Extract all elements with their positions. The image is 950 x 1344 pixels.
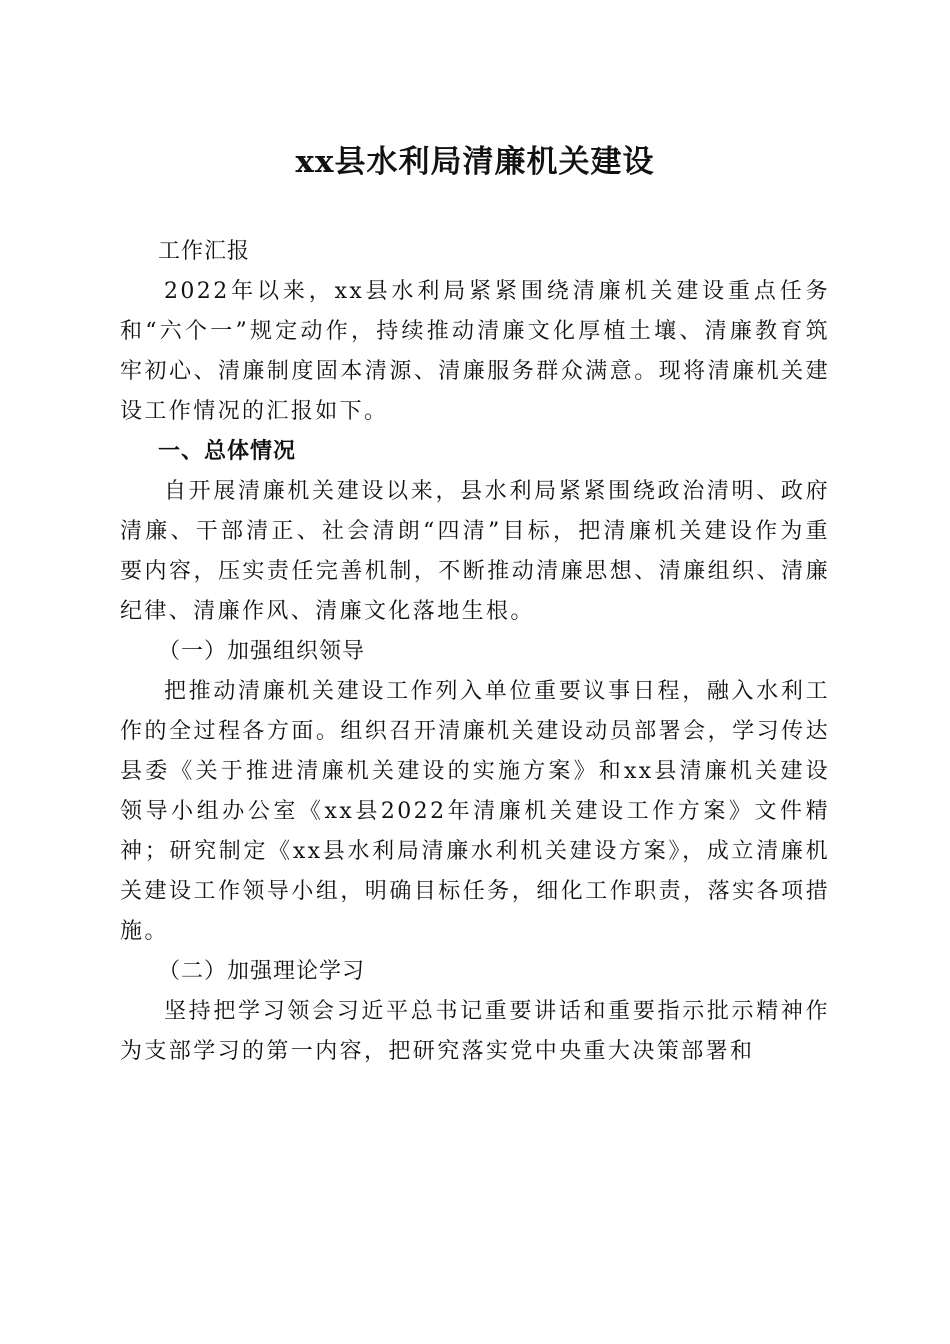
document-body (120, 232, 830, 1072)
document-title: xx县水利局清廉机关建设 (295, 144, 655, 180)
section-heading-overall: 一、总体情况 (158, 439, 297, 464)
organization-paragraph: 把推动清廉机关建设工作列入单位重要议事日程，融入水利工作的全过程各方面。组织召开清廉机关建设动员部署会，学习传达县委《关于推进清廉机关建设的实施方案》和xx县清廉机关建设领导小组办公室《xx县2022年清廉机关建设工作方案》文件精神；研究制定《xx县水利局清廉水利机关建设方案》，成立清廉机关建设工作领导小组，明确目标任务，细化工作职责，落实各项措施。 (120, 679, 830, 944)
subsection-heading-organization: （一）加强组织领导 (158, 639, 366, 664)
subsection-heading-study: （二）加强理论学习 (158, 959, 366, 984)
intro-paragraph: 2022年以来，xx县水利局紧紧围绕清廉机关建设重点任务和“六个一”规定动作，持续推动清廉文化厚植土壤、清廉教育筑牢初心、清廉制度固本清源、清廉服务群众满意。现将清廉机关建设工作情况的汇报如下。 (120, 279, 830, 424)
report-subtitle: 工作汇报 (158, 239, 251, 264)
overall-paragraph: 自开展清廉机关建设以来，县水利局紧紧围绕政治清明、政府清廉、干部清正、社会清朗“四清”目标，把清廉机关建设作为重要内容，压实责任完善机制，不断推动清廉思想、清廉组织、清廉纪律、清廉作风、清廉文化落地生根。 (120, 479, 830, 624)
study-paragraph: 坚持把学习领会习近平总书记重要讲话和重要指示批示精神作为支部学习的第一内容，把研究落实党中央重大决策部署和 (120, 999, 830, 1064)
